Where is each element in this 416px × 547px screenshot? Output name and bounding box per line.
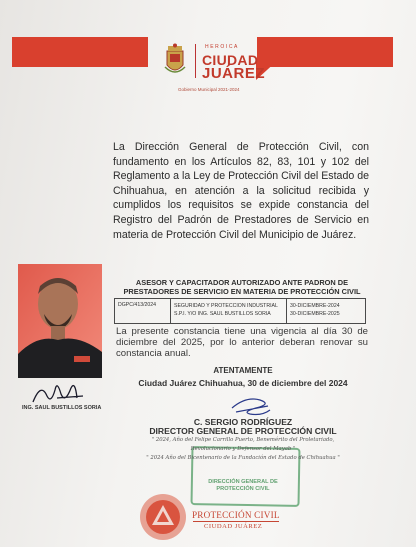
- logo-divider: [195, 44, 196, 78]
- stamp-line1: DIRECCIÓN GENERAL DE: [208, 479, 278, 485]
- certificate-title: [113, 278, 371, 296]
- atentamente-label: ATENTAMENTE: [213, 366, 273, 375]
- stamp-text: [200, 479, 286, 492]
- city-crest-icon: [163, 43, 187, 77]
- registry-code: DGPC/413/2024: [115, 299, 171, 323]
- expires-date: 30-DICIEMBRE-2025: [290, 311, 340, 317]
- ciudad-label: CIUDAD: [202, 52, 259, 68]
- service-line2: S.P.I. Y/O ING. SAUL BUSTILLOS SORIA: [174, 311, 271, 317]
- registry-table: [114, 298, 366, 324]
- registry-service: [171, 299, 287, 323]
- stamp-line2: PROTECCIÓN CIVIL: [216, 485, 270, 492]
- registry-dates: [287, 299, 365, 323]
- holder-signature: [27, 376, 87, 406]
- place-date: Ciudad Juárez Chihuahua, 30 de diciembre del 2024: [138, 378, 348, 388]
- validity-paragraph: La presente constancia tiene una vigencia al día 30 de diciembre del 2025, por lo anterior deberan renovar su constancia anual.: [116, 326, 368, 359]
- footer-subtitle: CIUDAD JUÁREZ: [204, 523, 263, 530]
- signer-name: C. SERGIO RODRÍGUEZ: [193, 417, 293, 427]
- heroica-label: HEROICA: [205, 44, 239, 50]
- motto-line3: " 2024 Año del Bicentenario de la Fundación del Estado de Chihuahua ": [146, 455, 340, 461]
- holder-photo: [18, 264, 102, 378]
- holder-signature-name: ING. SAUL BUSTILLOS SORIA: [22, 405, 102, 411]
- director-signature: [226, 394, 276, 418]
- juarez-label: JUÁREZ: [202, 65, 266, 82]
- left-ribbon: [12, 37, 148, 67]
- gobierno-label: Gobierno Municipal 2021-2024: [178, 87, 240, 92]
- proteccion-civil-logo-icon: [137, 492, 189, 542]
- signer-title: DIRECTOR GENERAL DE PROTECCIÓN CIVIL: [149, 426, 337, 436]
- footer-title: PROTECCIÓN CIVIL: [192, 510, 280, 520]
- issued-date: 30-DICIEMBRE-2024: [290, 303, 340, 309]
- certificate-title-line2: PRESTADORES DE SERVICIO EN MATERIA DE PROTECCIÓN CIVIL: [123, 287, 361, 296]
- motto-line1: " 2024, Año del Felipe Carrillo Puerto, Benemérito del Proletariado,: [151, 437, 335, 443]
- certificate-title-line1: ASESOR Y CAPACITADOR AUTORIZADO ANTE PADRON DE: [135, 278, 349, 287]
- footer-rule: [193, 521, 279, 522]
- motto-line2: Revolucionario y Defensor del Mayab ": [190, 446, 296, 452]
- service-line1: SEGURIDAD Y PROTECCION INDUSTRIAL: [174, 303, 278, 309]
- intro-paragraph: La Dirección General de Protección Civil, con fundamento en los Artículos 82, 83, 101 y 102 del Reglamento a la Ley de Protección Civil del Estado de Chihuahua, en atención a la solicitud recibida y cumplidos los requisitos se expide constancia del Registro del Padrón de Prestadores de Servicio en materia de Protección Civil del Municipio de Juárez.: [113, 141, 369, 241]
- motto-block: [113, 436, 373, 463]
- right-ribbon: [257, 37, 393, 67]
